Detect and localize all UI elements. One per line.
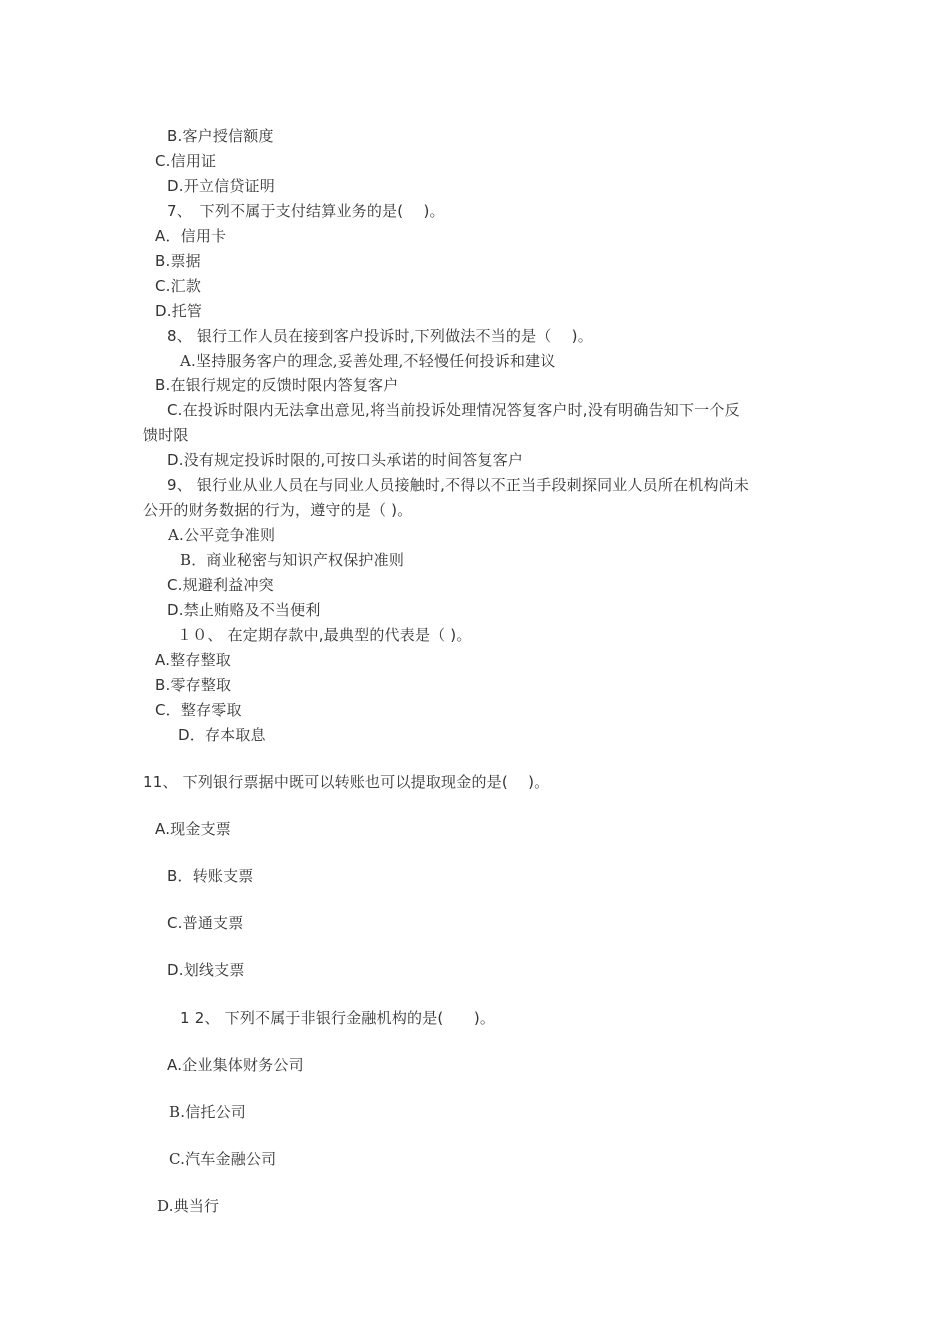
option-line: C.规避利益冲突 bbox=[167, 576, 274, 594]
question-line: 7、 下列不属于支付结算业务的是( )。 bbox=[167, 202, 445, 220]
option-line: C.汽车金融公司 bbox=[169, 1150, 277, 1168]
option-line: D.禁止贿赂及不当便利 bbox=[167, 601, 321, 619]
option-line: D.典当行 bbox=[157, 1197, 220, 1215]
option-line: D．存本取息 bbox=[178, 726, 266, 744]
option-line: C．整存零取 bbox=[155, 701, 242, 719]
question-line: 11、 下列银行票据中既可以转账也可以提取现金的是( )。 bbox=[143, 773, 550, 791]
option-line: B.票据 bbox=[155, 252, 201, 270]
option-line: B.信托公司 bbox=[169, 1103, 246, 1121]
option-line: A.企业集体财务公司 bbox=[167, 1056, 304, 1074]
option-line: B．转账支票 bbox=[167, 867, 254, 885]
option-line: B.客户授信额度 bbox=[167, 127, 274, 145]
question-line: 9、 银行业从业人员在与同业人员接触时,不得以不正当手段刺探同业人员所在机构尚未 bbox=[167, 476, 750, 494]
option-line: A．信用卡 bbox=[155, 227, 227, 245]
option-line: A.整存整取 bbox=[155, 651, 231, 669]
option-line: C.汇款 bbox=[155, 277, 202, 295]
option-line: A.坚持服务客户的理念,妥善处理,不轻慢任何投诉和建议 bbox=[180, 352, 556, 370]
question-line: １０、 在定期存款中,最典型的代表是（ )。 bbox=[177, 626, 472, 644]
option-line: B．商业秘密与知识产权保护准则 bbox=[180, 551, 405, 569]
option-line: D.开立信贷证明 bbox=[167, 177, 275, 195]
option-line-continued: 馈时限 bbox=[143, 426, 189, 444]
option-line: D.划线支票 bbox=[167, 961, 245, 979]
question-line-continued: 公开的财务数据的行为，遵守的是（ )。 bbox=[143, 501, 413, 519]
option-line: C.在投诉时限内无法拿出意见,将当前投诉处理情况答复客户时,没有明确告知下一个反 bbox=[167, 401, 740, 419]
option-line: D.没有规定投诉时限的,可按口头承诺的时间答复客户 bbox=[167, 451, 524, 469]
option-line: A.现金支票 bbox=[155, 820, 231, 838]
option-line: B.在银行规定的反馈时限内答复客户 bbox=[155, 376, 399, 394]
question-line: 1 2、 下列不属于非银行金融机构的是( )。 bbox=[180, 1009, 496, 1027]
option-line: C.普通支票 bbox=[167, 914, 244, 932]
option-line: B.零存整取 bbox=[155, 676, 232, 694]
question-line: 8、 银行工作人员在接到客户投诉时,下列做法不当的是（ )。 bbox=[167, 327, 593, 345]
option-line: D.托管 bbox=[155, 302, 203, 320]
option-line: A.公平竞争准则 bbox=[168, 526, 276, 544]
option-line: C.信用证 bbox=[155, 152, 217, 170]
